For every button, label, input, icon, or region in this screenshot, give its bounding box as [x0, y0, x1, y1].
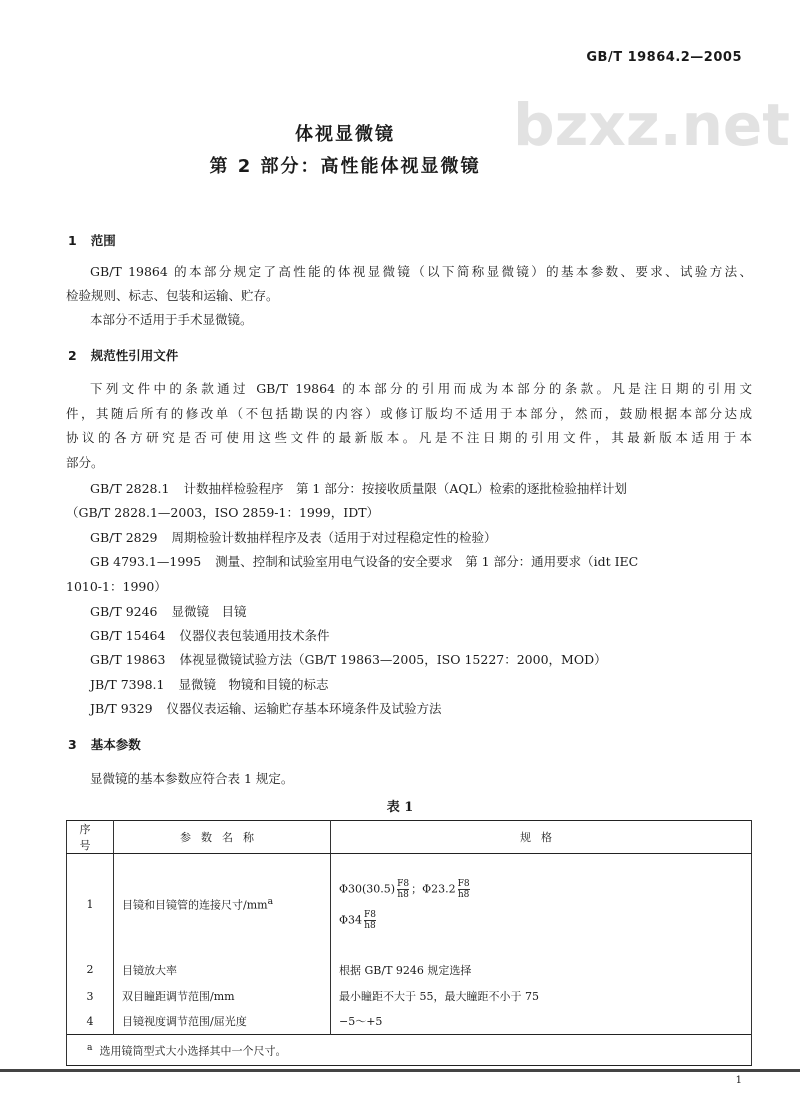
fit-fraction	[458, 879, 470, 900]
section-heading-1	[68, 231, 116, 249]
diameter: Φ34	[339, 913, 363, 927]
section-title: 基本参数	[90, 737, 141, 752]
reference-title: 测量、控制和试验室用电气设备的安全要求 第 1 部分：通用要求（idt IEC	[215, 554, 639, 569]
reference-title: 周期检验计数抽样程序及表（适用于对过程稳定性的检验）	[171, 530, 497, 545]
column-header: 参数名称	[114, 821, 331, 854]
paragraph-line: 检验规则、标志、包装和运输、贮存。	[66, 288, 279, 303]
fit-denominator: h8	[364, 920, 376, 931]
parameter-name: 目镜视度调节范围/屈光度	[114, 1009, 331, 1035]
spec-line	[339, 910, 743, 931]
reference-item	[90, 552, 638, 570]
reference-code: GB/T 2829	[90, 530, 158, 545]
reference-code: GB/T 9246	[90, 604, 158, 619]
reference-title: 体视显微镜试验方法（GB/T 19863—2005，ISO 15227：2000，MOD）	[179, 652, 607, 667]
section-number: 3	[68, 737, 77, 752]
diameter: Φ23.2	[422, 882, 456, 896]
footnote-mark: a	[267, 896, 274, 908]
standard-number: GB/T 19864.2—2005	[586, 50, 742, 65]
reference-item	[90, 528, 497, 546]
section-heading-3	[68, 735, 141, 753]
row-number: 3	[67, 984, 114, 1009]
parameter-name-text: 目镜和目镜管的连接尺寸/mm	[122, 899, 268, 913]
spec-cell: 根据 GB/T 9246 规定选择	[331, 956, 752, 984]
reference-code: GB/T 19863	[90, 652, 166, 667]
spec-cell: 最小瞳距不大于 55，最大瞳距不小于 75	[331, 984, 752, 1009]
reference-continuation: （GB/T 2828.1—2003，ISO 2859-1：1999，IDT）	[66, 505, 380, 520]
table-row	[67, 854, 752, 956]
row-number: 4	[67, 1009, 114, 1035]
table-header-row	[67, 821, 752, 854]
fit-numerator: F8	[364, 909, 376, 920]
parameters-table	[66, 820, 752, 1066]
fit-fraction	[364, 910, 376, 931]
paragraph-line: 下列文件中的条款通过 GB/T 19864 的本部分的引用而成为本部分的条款。凡是注日期的引用文	[90, 381, 752, 396]
reference-item	[90, 626, 329, 644]
footnote-mark: a	[87, 1041, 93, 1053]
spec-cell: −5～+5	[331, 1009, 752, 1035]
document-subtitle: 第 2 部分：高性能体视显微镜	[209, 156, 481, 177]
reference-code: JB/T 9329	[90, 701, 153, 716]
paragraph-line: 件，其随后所有的修改单（不包括勘误的内容）或修订版均不适用于本部分，然而，鼓励根据本部分达成	[66, 406, 752, 421]
fit-denominator: h8	[457, 889, 470, 900]
paragraph-line: 本部分不适用于手术显微镜。	[90, 312, 253, 327]
reference-code: GB/T 15464	[90, 628, 166, 643]
page-bottom-rule	[0, 1069, 800, 1072]
reference-title: 计数抽样检验程序 第 1 部分：按接收质量限（AQL）检索的逐批检验抽样计划	[183, 481, 627, 496]
paragraph-line: 部分。	[66, 455, 104, 470]
parameter-name: 目镜放大率	[114, 956, 331, 984]
reference-item	[90, 675, 328, 693]
table-row	[67, 956, 752, 984]
document-title: 体视显微镜	[295, 124, 395, 145]
fit-numerator: F8	[457, 878, 470, 889]
reference-code: GB 4793.1—1995	[90, 554, 202, 569]
fit-fraction	[397, 879, 409, 900]
row-number: 1	[67, 854, 114, 956]
reference-item	[90, 699, 442, 717]
table-caption: 表 1	[386, 800, 414, 815]
reference-title: 仪器仪表运输、运输贮存基本环境条件及试验方法	[166, 701, 442, 716]
fit-denominator: h8	[397, 889, 409, 900]
footnote-text: 选用镜筒型式大小选择其中一个尺寸。	[99, 1044, 287, 1058]
reference-item	[90, 602, 247, 620]
parameter-name: 双目瞳距调节范围/mm	[114, 984, 331, 1009]
section-number: 2	[68, 348, 77, 363]
reference-title: 仪器仪表包装通用技术条件	[179, 628, 330, 643]
diameter: Φ30(30.5)	[339, 882, 396, 896]
reference-code: GB/T 2828.1	[90, 481, 170, 496]
section-title: 规范性引用文件	[90, 348, 179, 363]
table-row	[67, 984, 752, 1009]
table-footnote-row	[67, 1035, 752, 1066]
table-row	[67, 1009, 752, 1035]
reference-continuation: 1010-1：1990）	[66, 579, 167, 594]
spec-cell	[331, 854, 752, 956]
reference-item	[90, 479, 627, 497]
watermark: bzxz.net	[513, 91, 790, 159]
paragraph-line: 协议的各方研究是否可使用这些文件的最新版本。凡是不注日期的引用文件，其最新版本适用于本	[66, 430, 752, 445]
fit-numerator: F8	[397, 878, 410, 889]
row-number: 2	[67, 956, 114, 984]
paragraph-line: GB/T 19864 的本部分规定了高性能的体视显微镜（以下简称显微镜）的基本参数、要求、试验方法、	[90, 264, 752, 279]
spec-line	[339, 879, 743, 900]
parameter-name	[114, 854, 331, 956]
reference-code: JB/T 7398.1	[90, 677, 165, 692]
reference-title: 显微镜 目镜	[171, 604, 247, 619]
page-number: 1	[735, 1075, 742, 1086]
separator: ；	[411, 882, 423, 896]
section-number: 1	[68, 233, 77, 248]
column-header: 序号	[67, 821, 114, 854]
paragraph-line: 显微镜的基本参数应符合表 1 规定。	[90, 771, 294, 786]
section-title: 范围	[90, 233, 116, 248]
reference-item	[90, 650, 607, 668]
section-heading-2	[68, 346, 178, 364]
table-footnote	[67, 1035, 752, 1066]
column-header: 规格	[331, 821, 752, 854]
reference-title: 显微镜 物镜和目镜的标志	[178, 677, 329, 692]
